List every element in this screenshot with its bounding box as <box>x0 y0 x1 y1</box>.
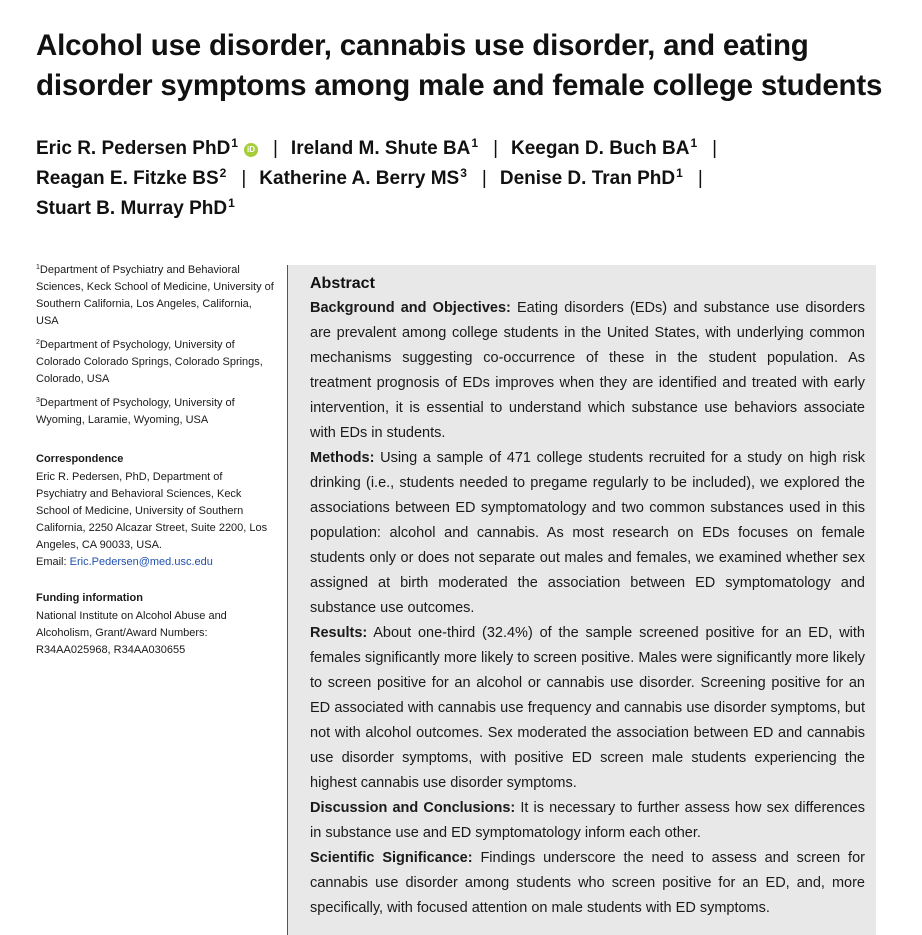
author-separator: | <box>241 168 247 189</box>
author-name-text: Reagan E. Fitzke BS <box>36 168 219 189</box>
funding-text: National Institute on Alcohol Abuse and Alcoholism, Grant/Award Numbers: R34AA025968, R34AA030655 <box>36 610 227 656</box>
author-separator: | <box>272 138 278 159</box>
affiliation <box>36 337 276 388</box>
correspondence-email <box>36 554 276 571</box>
affiliation-text: Department of Psychology, University of Colorado Colorado Springs, Colorado Springs, Colorado, USA <box>36 339 263 385</box>
abstract-results <box>310 621 865 796</box>
abstract-significance <box>310 846 865 921</box>
section-heading: Scientific Significance: <box>310 850 473 866</box>
affiliation <box>36 262 276 330</box>
abstract-heading: Abstract <box>310 275 375 292</box>
author-separator: | <box>712 138 718 159</box>
author-separator: | <box>481 168 487 189</box>
affiliation-text: Department of Psychology, University of Wyoming, Laramie, Wyoming, USA <box>36 397 235 426</box>
article-sidebar <box>36 262 276 659</box>
abstract-background <box>310 296 865 446</box>
author-name-text: Ireland M. Shute BA <box>290 138 471 159</box>
author-name[interactable] <box>259 168 467 189</box>
abstract-methods <box>310 446 865 621</box>
affiliation-number: 2 <box>36 339 40 346</box>
affiliation-marker: 1 <box>231 136 238 150</box>
affiliation <box>36 395 276 429</box>
author-name[interactable] <box>36 168 226 189</box>
orcid-icon[interactable]: iD <box>244 143 258 157</box>
author-name-text: Keegan D. Buch BA <box>511 138 690 159</box>
author-name-text: Denise D. Tran PhD <box>499 168 676 189</box>
abstract-discussion <box>310 796 865 846</box>
affiliation-marker: 1 <box>471 136 479 150</box>
section-heading: Results: <box>310 625 368 641</box>
section-heading: Methods: <box>310 450 375 466</box>
section-heading: Background and Objectives: <box>310 300 511 316</box>
author-name[interactable] <box>511 138 697 159</box>
section-heading: Discussion and Conclusions: <box>310 800 516 816</box>
affiliation-marker: 1 <box>228 196 235 210</box>
article-title: Alcohol use disorder, cannabis use disorder, and eating disorder symptoms among male and female college students <box>36 29 883 102</box>
affiliation-marker: 3 <box>460 166 467 180</box>
funding-heading: Funding information <box>36 592 143 604</box>
section-text: Eating disorders (EDs) and substance use disorders are prevalent among college students in the United States, with underlying common mechanisms suggesting co-occurrence of these in the student population. As treatment prognosis of EDs improves when they are identified and treated with early intervention, it is essential to understand which substance use behaviors associate with EDs in students. <box>310 300 865 441</box>
affiliation-text: Department of Psychiatry and Behavioral Sciences, Keck School of Medicine, University of Southern California, Los Angeles, California, USA <box>36 264 274 327</box>
correspondence-heading: Correspondence <box>36 453 124 465</box>
author-name[interactable] <box>500 168 683 189</box>
affiliation-number: 3 <box>36 397 40 404</box>
author-name-text: Katherine A. Berry MS <box>259 168 460 189</box>
affiliation-number: 1 <box>36 264 40 271</box>
author-name[interactable] <box>36 198 235 219</box>
author-name-text: Eric R. Pedersen PhD <box>36 138 231 159</box>
affiliation-marker: 1 <box>690 136 698 150</box>
section-text: Using a sample of 471 college students recruited for a study on high risk drinking (i.e., students needed to pregame regularly to be included), we explored the associations between ED symptomatology and two common substances used in this population: alcohol and cannabis. As most research on EDs focuses on female students only or does not separate out males and females, we examined whether sex assigned at birth moderated the association between ED symptomatology and substance use outcomes. <box>310 450 865 616</box>
section-text: About one-third (32.4%) of the sample screened positive for an ED, with females significantly more likely to screen positive. Males were significantly more likely to screen positive for an alcohol or cannabis use disorder. Screening positive for an ED associated with cannabis use frequency and cannabis use disorder symptoms, but not with alcohol outcomes. Sex moderated the association between ED and cannabis use disorder symptoms, with positive ED screen male students experiencing the highest cannabis use disorder symptoms. <box>310 625 865 791</box>
email-link[interactable]: Eric.Pedersen@med.usc.edu <box>69 556 213 568</box>
section-text: It is necessary to further assess how sex differences in substance use and ED symptomatology inform each other. <box>310 800 865 841</box>
author-list <box>36 134 896 224</box>
author-name-text: Stuart B. Murray PhD <box>36 198 228 219</box>
correspondence-text: Eric R. Pedersen, PhD, Department of Psychiatry and Behavioral Sciences, Keck School of Medicine, University of Southern California, 2250 Alcazar Street, Suite 2200, Los Angeles, CA 90033, USA. <box>36 471 268 551</box>
author-name[interactable] <box>291 138 478 159</box>
author-name[interactable] <box>36 138 258 159</box>
affiliation-marker: 1 <box>676 166 683 180</box>
author-separator: | <box>697 168 703 189</box>
affiliation-marker: 2 <box>219 166 227 180</box>
abstract-panel <box>287 265 876 935</box>
author-separator: | <box>493 138 499 159</box>
section-text: Findings underscore the need to assess and screen for cannabis use disorder among students who screen positive for an ED, and, more specifically, with focused attention on male students with ED symptoms. <box>310 850 865 916</box>
email-label: Email: <box>36 556 70 568</box>
